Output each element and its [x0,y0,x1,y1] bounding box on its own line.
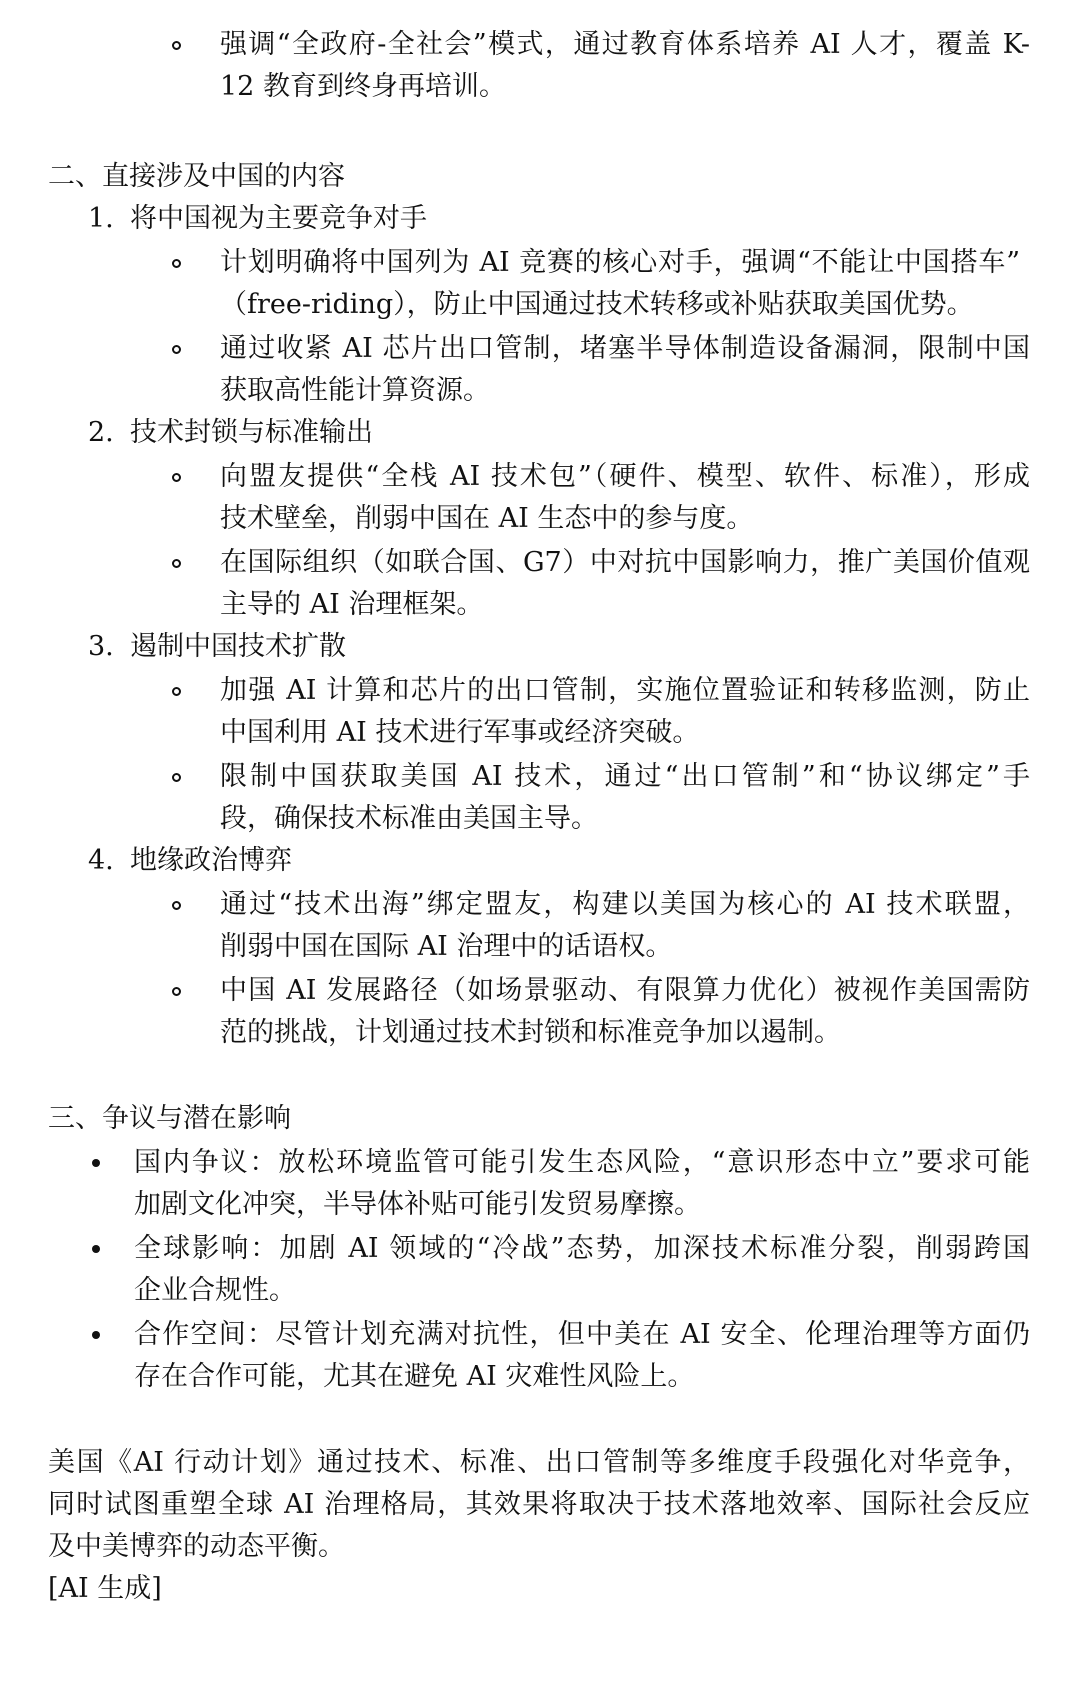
bullet-text: 合作空间：尽管计划充满对抗性，但中美在 AI 安全、伦理治理等方面仍 [134,1319,1030,1350]
bullet-text: 通过收紧 AI 芯片出口管制，堵塞半导体制造设备漏洞，限制中国 [220,333,1030,364]
circle-bullet-icon [172,987,181,996]
list-item-number: 4. [88,845,114,876]
bullet-text: （free-riding），防止中国通过技术转移或补贴获取美国优势。 [220,289,974,320]
bullet-text: 限制中国获取美国 AI 技术，通过“出口管制”和“协议绑定”手 [220,761,1030,792]
bullet-text: 中国利用 AI 技术进行军事或经济突破。 [220,717,700,748]
disc-bullet-icon [92,1331,100,1339]
conclusion-paragraph-line: 同时试图重塑全球 AI 治理格局，其效果将取决于技术落地效率、国际社会反应 [48,1489,1030,1520]
bullet-text: 强调“全政府-全社会”模式，通过教育体系培养 AI 人才，覆盖 K- [220,29,1030,60]
list-item-number: 1. [88,203,114,234]
bullet-text: 段，确保技术标准由美国主导。 [220,803,598,834]
circle-bullet-icon [172,259,181,268]
bullet-text: 获取高性能计算资源。 [220,375,490,406]
circle-bullet-icon [172,345,181,354]
bullet-text: 企业合规性。 [134,1275,296,1306]
conclusion-paragraph-line: 及中美博弈的动态平衡。 [48,1531,345,1562]
bullet-text: 通过“技术出海”绑定盟友，构建以美国为核心的 AI 技术联盟， [220,889,1030,920]
bullet-text: 削弱中国在国际 AI 治理中的话语权。 [220,931,673,962]
bullet-text: 技术壁垒，削弱中国在 AI 生态中的参与度。 [220,503,754,534]
circle-bullet-icon [172,41,181,50]
section-heading: 三、争议与潜在影响 [48,1103,291,1134]
bullet-text: 范的挑战，计划通过技术封锁和标准竞争加以遏制。 [220,1017,841,1048]
bullet-text: 计划明确将中国列为 AI 竞赛的核心对手，强调“不能让中国搭车” [220,247,1020,278]
list-item-title: 技术封锁与标准输出 [130,417,373,448]
conclusion-paragraph-line: 美国《AI 行动计划》通过技术、标准、出口管制等多维度手段强化对华竞争， [48,1447,1030,1478]
section-heading: 二、直接涉及中国的内容 [48,161,345,192]
list-item-title: 将中国视为主要竞争对手 [130,203,427,234]
ai-generated-tag: [AI 生成] [48,1573,162,1604]
circle-bullet-icon [172,559,181,568]
list-item-number: 2. [88,417,114,448]
bullet-text: 全球影响：加剧 AI 领域的“冷战”态势，加深技术标准分裂，削弱跨国 [134,1233,1030,1264]
circle-bullet-icon [172,901,181,910]
bullet-text: 国内争议：放松环境监管可能引发生态风险，“意识形态中立”要求可能 [134,1147,1030,1178]
list-item-title: 地缘政治博弈 [130,845,292,876]
bullet-text: 主导的 AI 治理框架。 [220,589,484,620]
bullet-text: 向盟友提供“全栈 AI 技术包”（硬件、模型、软件、标准），形成 [220,461,1030,492]
bullet-text: 中国 AI 发展路径（如场景驱动、有限算力优化）被视作美国需防 [220,975,1030,1006]
bullet-text: 在国际组织（如联合国、G7）中对抗中国影响力，推广美国价值观 [220,547,1030,578]
disc-bullet-icon [92,1159,100,1167]
bullet-text: 存在合作可能，尤其在避免 AI 灾难性风险上。 [134,1361,695,1392]
circle-bullet-icon [172,773,181,782]
list-item-title: 遏制中国技术扩散 [130,631,346,662]
bullet-text: 加剧文化冲突，半导体补贴可能引发贸易摩擦。 [134,1189,701,1220]
circle-bullet-icon [172,687,181,696]
bullet-text: 12 教育到终身再培训。 [220,71,506,102]
circle-bullet-icon [172,473,181,482]
disc-bullet-icon [92,1245,100,1253]
bullet-text: 加强 AI 计算和芯片的出口管制，实施位置验证和转移监测，防止 [220,675,1030,706]
list-item-number: 3. [88,631,114,662]
